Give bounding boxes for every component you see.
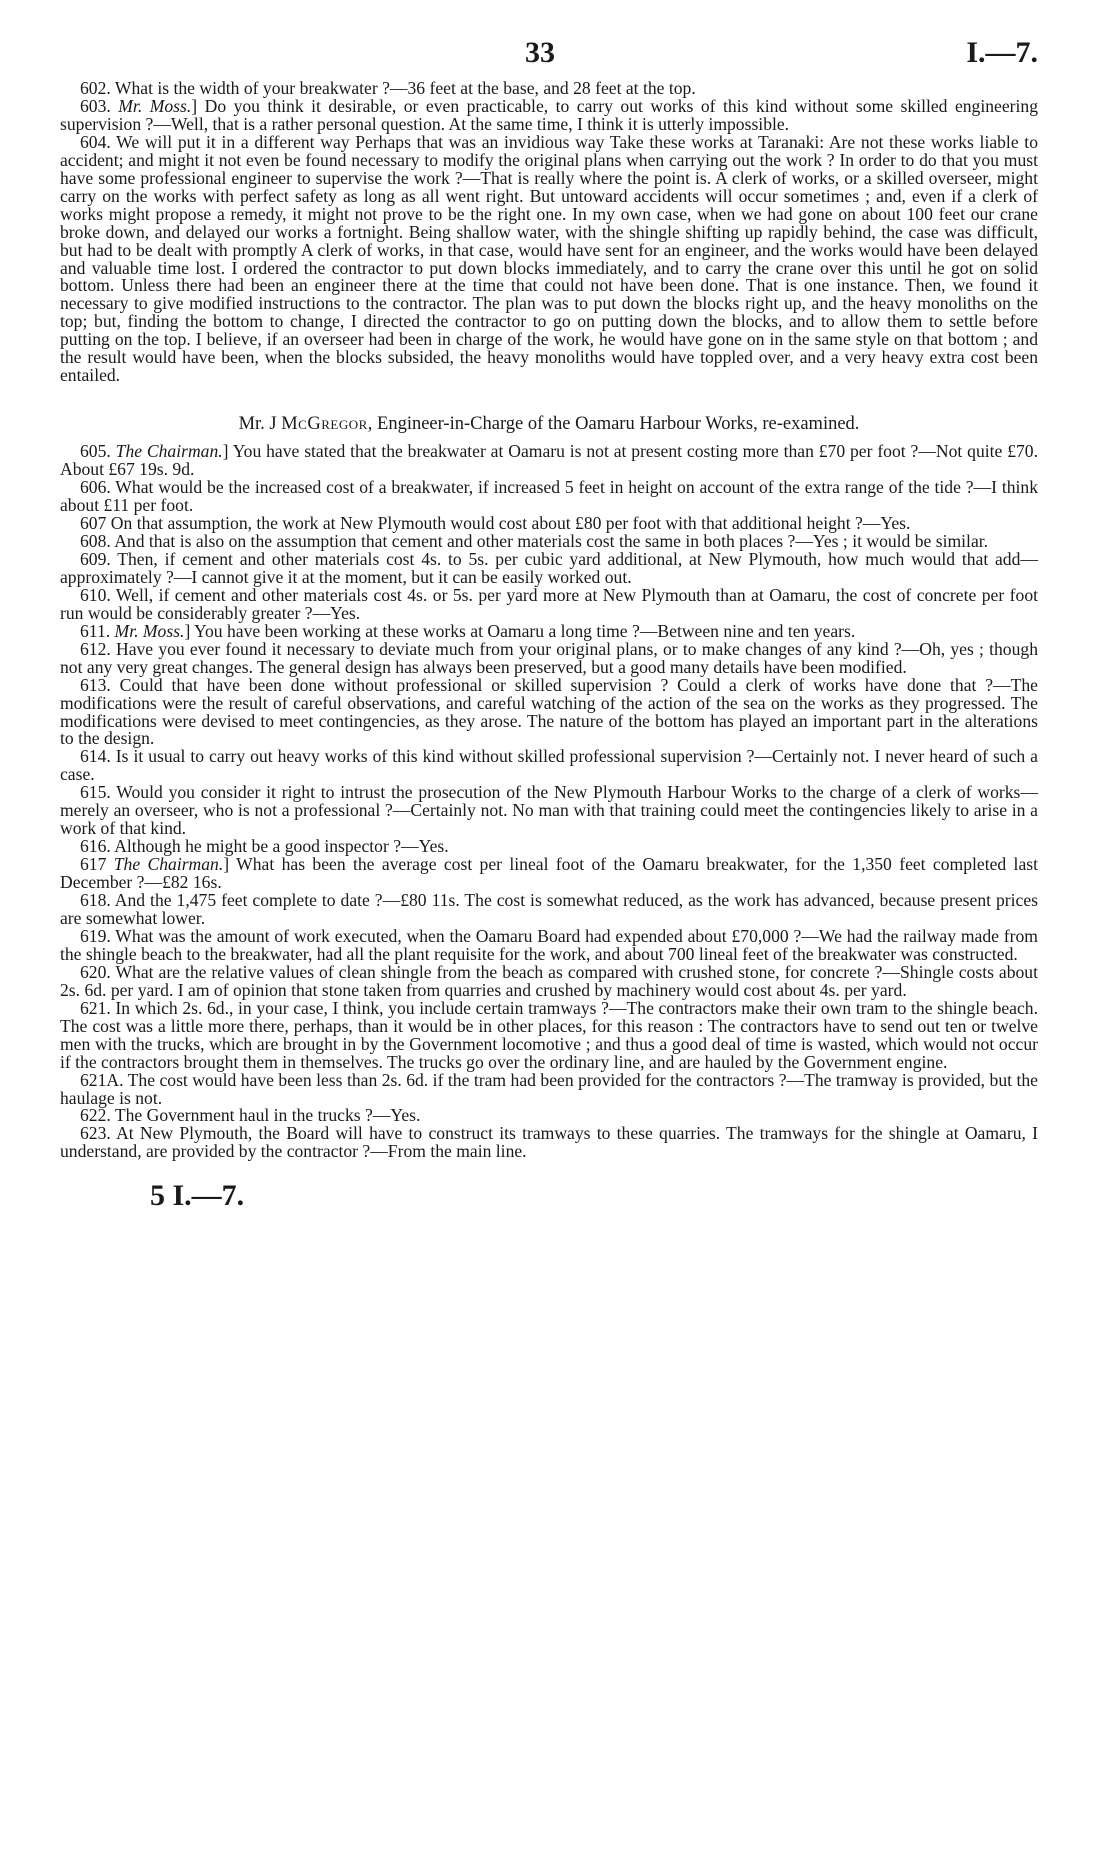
question-608: 608. And that is also on the assumption that cement and other materials cost the same in both places ?—Yes ; it would be similar.: [80, 530, 989, 551]
question-621: 621. In which 2s. 6d., in your case, I think, you include certain tramways ?—The contractors make their own tram to the shingle beach. The cost was a little more there, perhaps, than it would be in other places, for this reason : The contractors have to send out ten or twelve men with the trucks, which are brought in by the Government locomotive ; and thus a good deal of time is wasted, which would not occur if the contractors brought them in themselves. The trucks go over the ordinary line, and are hauled by the Government engine.: [60, 997, 1038, 1072]
witness-heading-suffix: , Engineer-in-Charge of the Oamaru Harbour Works, re-examined.: [367, 414, 860, 435]
question-622: 622. The Government haul in the trucks ?—Yes.: [80, 1105, 421, 1126]
document-page: [60, 36, 1038, 1213]
question-612: 612. Have you ever found it necessary to deviate much from your original plans, or to make changes of any kind ?—Oh, yes ; though not any very great changes. The general design has always been preserved, but a good many details have been modified.: [60, 638, 1038, 677]
question-606: 606. What would be the increased cost of a breakwater, if increased 5 feet in height on account of the extra range of the tide ?—I think about £11 per foot.: [60, 477, 1038, 516]
question-617: 617 The Chairman.] What has been the average cost per lineal foot of the Oamaru breakwater, for the 1,350 feet completed last December ?—£82 16s.: [60, 854, 1038, 893]
question-620: 620. What are the relative values of clean shingle from the beach as compared with crushed stone, for concrete ?—Shingle costs about 2s. 6d. per yard. I am of opinion that stone taken from quarries and crushed by machinery would cost about 4s. per yard.: [60, 961, 1038, 1000]
question-611: 611. Mr. Moss.] You have been working at these works at Oamaru a long time ?—Between nine and ten years.: [80, 620, 856, 641]
document-reference: I.—7.: [966, 36, 1038, 69]
question-605: 605. The Chairman.] You have stated that the breakwater at Oamaru is not at present costing more than £70 per foot ?—Not quite £70. About £67 19s. 9d.: [60, 441, 1038, 480]
evidence-section-1: [60, 80, 1038, 385]
question-615: 615. Would you consider it right to intrust the prosecution of the New Plymouth Harbour Works to the charge of a clerk of works—merely an overseer, who is not a professional ?—Certainly not. No man with that training could meet the contingencies likely to arise in a work of that kind.: [60, 782, 1038, 839]
question-613: 613. Could that have been done without professional or skilled supervision ? Could a clerk of works have done that ?—The modifications were the result of careful observations, and careful watching of the action of the sea on the works as they progressed. The modifications were devised to meet contingencies, as they arose. The nature of the bottom has played an important part in the alterations to the design.: [60, 674, 1038, 749]
question-618: 618. And the 1,475 feet complete to date ?—£80 11s. The cost is somewhat reduced, as the work has advanced, because present prices are somewhat lower.: [60, 890, 1038, 928]
page-header: [60, 36, 1038, 80]
question-614: 614. Is it usual to carry out heavy works of this kind without skilled professional supervision ?—Certainly not. I never heard of such a case.: [60, 746, 1038, 785]
witness-name: McGregor: [281, 414, 368, 435]
question-616: 616. Although he might be a good inspector ?—Yes.: [80, 836, 449, 857]
witness-heading-prefix: Mr. J: [238, 414, 282, 435]
evidence-section-2: [60, 443, 1038, 1161]
page-number: 33: [525, 36, 555, 69]
question-603: 603. Mr. Moss.] Do you think it desirable, or even practicable, to carry out works of this kind without some skilled engineering supervision ?—Well, that is a rather personal question. At the same time, I think it is utterly impossible.: [60, 95, 1038, 134]
question-604: 604. We will put it in a different way Perhaps that was an invidious way Take these works at Taranaki: Are not these works liable to accident; and might it not even be found necessary to modify the original plans when carrying out the work ? In order to do that you must have some professional engineer to supervise the work ?—That is really where the point is. A clerk of works, or a skilled overseer, might carry on the works with perfect safety as long as all went right. But untoward accidents will occur sometimes ; and, even if a clerk of works might propose a remedy, it might not prove to be the right one. In my own case, when we had gone on about 100 feet our crane broke down, and delayed our works a fortnight. Being shallow water, with the shingle shifting up rapidly behind, the case was difficult, but had to be dealt with promptly A clerk of works, in that case, would have sent for an engineer, and the works would have been delayed and valuable time lost. I ordered the contractor to put down blocks immediately, and to carry the crane over this until he got on solid bottom. Unless there had been an engineer there at the time that could not have been done. That is one instance. Then, we found it necessary to give modified instructions to the contractor. The plan was to put down the blocks right up, and the heavy monoliths on the top; but, finding the bottom to change, I directed the contractor to go on putting down the blocks, and to allow them to settle before putting on the top. I believe, if an overseer had been in charge of the work, he would have gone on in the same style on that bottom ; and the result would have been, when the blocks subsided, the heavy monoliths would have toppled over, and a very heavy extra cost been entailed.: [60, 131, 1038, 386]
question-609: 609. Then, if cement and other materials cost 4s. to 5s. per cubic yard additional, at New Plymouth, how much would that add—approximately ?—I cannot give it at the moment, but it can be easily worked out.: [60, 548, 1038, 587]
question-623: 623. At New Plymouth, the Board will have to construct its tramways to these quarries. The tramways for the shingle at Oamaru, I understand, are provided by the contractor ?—From the main line.: [60, 1123, 1038, 1162]
question-619: 619. What was the amount of work executed, when the Oamaru Board had expended about £70,000 ?—We had the railway made from the shingle beach to the breakwater, had all the plant requisite for the work, and about 700 lineal feet of the breakwater was constructed.: [60, 925, 1038, 964]
witness-heading: [60, 413, 1038, 435]
question-607: 607 On that assumption, the work at New Plymouth would cost about £80 per foot with that additional height ?—Yes.: [80, 513, 911, 534]
question-602: 602. What is the width of your breakwater ?—36 feet at the base, and 28 feet at the top.: [80, 78, 696, 98]
signature-mark: 5 I.—7.: [150, 1179, 245, 1213]
question-610: 610. Well, if cement and other materials cost 4s. or 5s. per yard more at New Plymouth than at Oamaru, the cost of concrete per foot run would be considerably greater ?—Yes.: [60, 584, 1038, 623]
question-621a: 621A. The cost would have been less than 2s. 6d. if the tram had been provided for the contractors ?—The tramway is provided, but the haulage is not.: [60, 1069, 1038, 1108]
